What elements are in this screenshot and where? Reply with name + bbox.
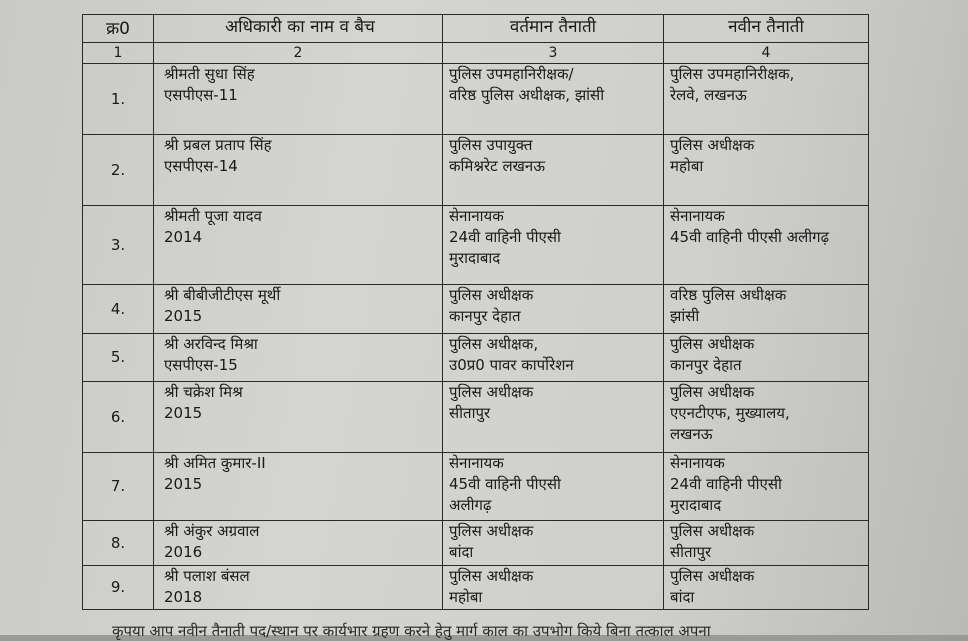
- officer-name: श्री चक्रेश मिश्र: [164, 383, 243, 401]
- new-posting-line: सीतापुर: [670, 543, 712, 561]
- current-posting-line: पुलिस उपायुक्त: [449, 136, 533, 154]
- officer-batch: 2015: [164, 307, 203, 325]
- officer-name: श्री अंकुर अग्रवाल: [164, 522, 260, 540]
- current-posting-line: बांदा: [449, 543, 474, 561]
- new-posting-cell: [664, 566, 869, 610]
- current-posting-cell: [443, 382, 664, 453]
- row-number: 2.: [83, 135, 154, 206]
- current-posting-line: अलीगढ़: [449, 496, 492, 514]
- current-posting-line: 45वी वाहिनी पीएसी: [449, 475, 561, 493]
- footer-instruction-text: कृपया आप नवीन तैनाती पद/स्थान पर कार्यभार ग्रहण करने हेतु मार्ग काल का उपभोग किये बिना तत्काल अपना: [112, 622, 711, 640]
- new-posting-line: लखनऊ: [670, 425, 713, 443]
- new-posting-line: मुरादाबाद: [670, 496, 722, 514]
- current-posting-line: सेनानायक: [449, 454, 504, 472]
- officer-batch: 2016: [164, 543, 203, 561]
- new-posting-cell: [664, 453, 869, 521]
- table-row: [83, 334, 869, 382]
- current-posting-line: कमिश्नरेट लखनऊ: [449, 157, 545, 175]
- current-posting-line: महोबा: [449, 588, 483, 606]
- new-posting-line: कानपुर देहात: [670, 356, 742, 374]
- row-number: 9.: [83, 566, 154, 610]
- officer-batch: 2015: [164, 475, 203, 493]
- officer-cell: [154, 453, 443, 521]
- officer-cell: [154, 566, 443, 610]
- officer-cell: [154, 206, 443, 285]
- header-current-posting: वर्तमान तैनाती: [443, 15, 664, 43]
- new-posting-cell: [664, 285, 869, 334]
- current-posting-cell: [443, 453, 664, 521]
- current-posting-line: सेनानायक: [449, 207, 504, 225]
- new-posting-line: महोबा: [670, 157, 704, 175]
- new-posting-cell: [664, 64, 869, 135]
- new-posting-cell: [664, 334, 869, 382]
- row-number: 7.: [83, 453, 154, 521]
- new-posting-line: सेनानायक: [670, 454, 725, 472]
- new-posting-line: पुलिस अधीक्षक: [670, 383, 755, 401]
- new-posting-cell: [664, 382, 869, 453]
- table-row: [83, 566, 869, 610]
- new-posting-cell: [664, 521, 869, 566]
- officer-name: श्री बीबीजीटीएस मूर्थी: [164, 286, 281, 304]
- column-number-row: [83, 43, 869, 64]
- current-posting-line: पुलिस उपमहानिरीक्षक/: [449, 65, 574, 83]
- new-posting-line: एएनटीएफ, मुख्यालय,: [670, 404, 790, 422]
- column-number: 1: [83, 43, 154, 64]
- officer-batch: 2018: [164, 588, 203, 606]
- current-posting-cell: [443, 135, 664, 206]
- current-posting-cell: [443, 206, 664, 285]
- new-posting-line: 45वी वाहिनी पीएसी अलीगढ़: [670, 228, 830, 246]
- current-posting-line: कानपुर देहात: [449, 307, 521, 325]
- current-posting-line: वरिष्ठ पुलिस अधीक्षक, झांसी: [449, 86, 605, 104]
- current-posting-line: पुलिस अधीक्षक: [449, 286, 534, 304]
- new-posting-line: पुलिस अधीक्षक: [670, 136, 755, 154]
- officer-cell: [154, 135, 443, 206]
- row-number: 1.: [83, 64, 154, 135]
- current-posting-line: पुलिस अधीक्षक: [449, 383, 534, 401]
- officer-batch: एसपीएस-15: [164, 356, 238, 374]
- officer-cell: [154, 334, 443, 382]
- officer-name: श्री पलाश बंसल: [164, 567, 250, 585]
- officer-name: श्रीमती पूजा यादव: [164, 207, 262, 225]
- new-posting-cell: [664, 206, 869, 285]
- new-posting-line: पुलिस उपमहानिरीक्षक,: [670, 65, 795, 83]
- new-posting-line: झांसी: [670, 307, 700, 325]
- current-posting-line: पुलिस अधीक्षक: [449, 522, 534, 540]
- officer-name: श्री अरविन्द मिश्रा: [164, 335, 258, 353]
- new-posting-line: बांदा: [670, 588, 695, 606]
- current-posting-line: 24वी वाहिनी पीएसी: [449, 228, 561, 246]
- officer-batch: एसपीएस-14: [164, 157, 238, 175]
- header-row: [83, 15, 869, 43]
- header-new-posting: नवीन तैनाती: [664, 15, 869, 43]
- column-number: 2: [154, 43, 443, 64]
- current-posting-cell: [443, 334, 664, 382]
- table-row: [83, 453, 869, 521]
- new-posting-cell: [664, 135, 869, 206]
- table-row: [83, 382, 869, 453]
- officer-cell: [154, 64, 443, 135]
- row-number: 4.: [83, 285, 154, 334]
- row-number: 6.: [83, 382, 154, 453]
- current-posting-cell: [443, 285, 664, 334]
- officer-batch: 2015: [164, 404, 203, 422]
- header-serial: क्र0: [83, 15, 154, 43]
- header-officer: अधिकारी का नाम व बैच: [154, 15, 443, 43]
- table-row: [83, 64, 869, 135]
- officer-name: श्री अमित कुमार-II: [164, 454, 266, 472]
- officer-name: श्रीमती सुधा सिंह: [164, 65, 255, 83]
- current-posting-cell: [443, 566, 664, 610]
- table-row: [83, 521, 869, 566]
- new-posting-line: पुलिस अधीक्षक: [670, 567, 755, 585]
- current-posting-line: उ0प्र0 पावर कार्पोरेशन: [449, 356, 574, 374]
- current-posting-cell: [443, 521, 664, 566]
- current-posting-line: सीतापुर: [449, 404, 491, 422]
- current-posting-line: पुलिस अधीक्षक,: [449, 335, 539, 353]
- officer-cell: [154, 382, 443, 453]
- officer-batch: 2014: [164, 228, 203, 246]
- current-posting-line: पुलिस अधीक्षक: [449, 567, 534, 585]
- new-posting-line: सेनानायक: [670, 207, 725, 225]
- table-row: [83, 285, 869, 334]
- current-posting-line: मुरादाबाद: [449, 249, 501, 267]
- table-row: [83, 206, 869, 285]
- new-posting-line: वरिष्ठ पुलिस अधीक्षक: [670, 286, 787, 304]
- officer-cell: [154, 285, 443, 334]
- new-posting-line: रेलवे, लखनऊ: [670, 86, 747, 104]
- new-posting-line: पुलिस अधीक्षक: [670, 335, 755, 353]
- transfer-table: [82, 14, 869, 610]
- column-number: 4: [664, 43, 869, 64]
- officer-cell: [154, 521, 443, 566]
- row-number: 5.: [83, 334, 154, 382]
- officer-name: श्री प्रबल प्रताप सिंह: [164, 136, 272, 154]
- officer-batch: एसपीएस-11: [164, 86, 238, 104]
- current-posting-cell: [443, 64, 664, 135]
- row-number: 3.: [83, 206, 154, 285]
- row-number: 8.: [83, 521, 154, 566]
- new-posting-line: 24वी वाहिनी पीएसी: [670, 475, 782, 493]
- column-number: 3: [443, 43, 664, 64]
- table-row: [83, 135, 869, 206]
- new-posting-line: पुलिस अधीक्षक: [670, 522, 755, 540]
